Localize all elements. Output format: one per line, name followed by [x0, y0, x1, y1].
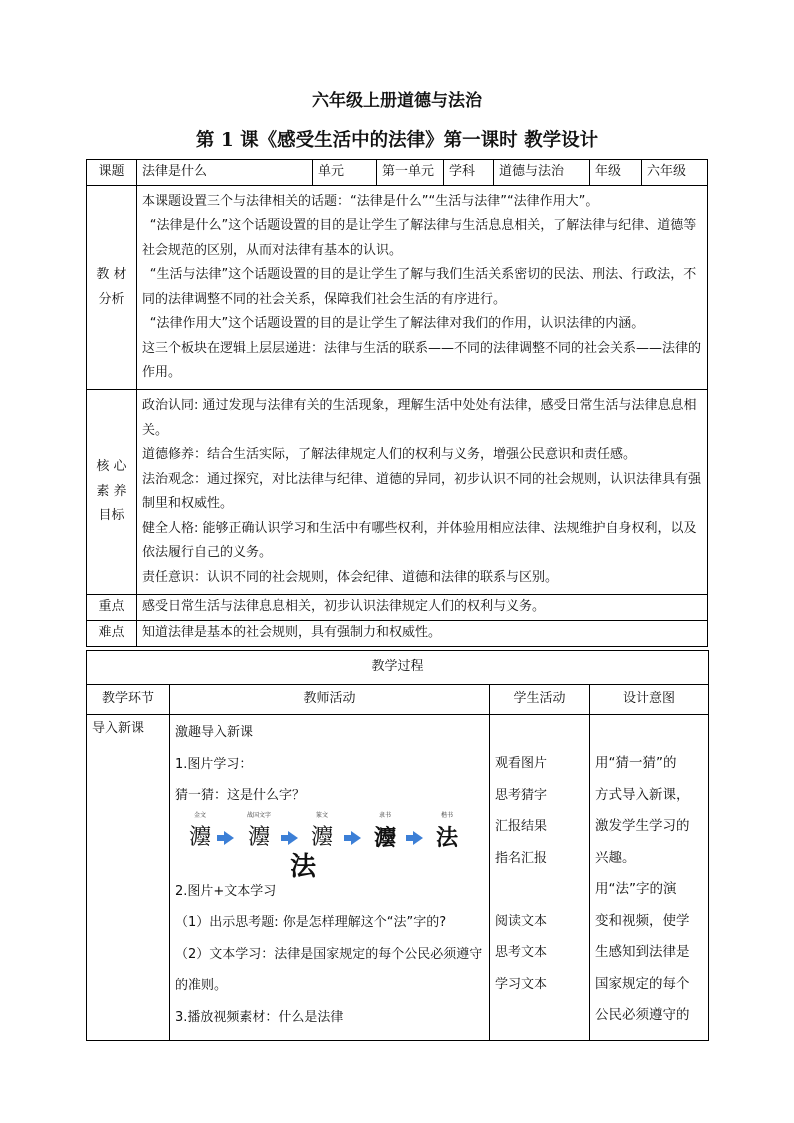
difficulty-text: 知道法律是基本的社会规则，具有强制力和权威性。	[137, 621, 708, 647]
intent-line: 变和视频，使学	[595, 912, 690, 929]
difficulty-label: 难点	[87, 621, 137, 647]
arrow-head-icon	[224, 831, 234, 845]
evolution-label: 篆文	[315, 811, 328, 819]
student-activity-cell	[490, 715, 590, 1041]
ancient-glyph-icon: 灋	[188, 824, 211, 850]
goals-content	[137, 390, 708, 595]
student-activity: 阅读文本	[495, 913, 548, 929]
process-header-row	[87, 685, 709, 715]
intent-line: 兴趣。	[595, 849, 636, 866]
subject-label: 学科	[444, 160, 494, 186]
step-cell	[87, 715, 170, 1041]
student-activity: 思考猜字	[495, 787, 548, 803]
analysis-paragraph: “生活与法律”这个话题设置的目的是让学生了解与我们生活关系密切的民法、刑法、行政法，不同的法律调整不同的社会关系，保障我们社会生活的有序进行。	[142, 267, 697, 307]
header-step: 教学环节	[87, 685, 170, 715]
fa-character-evolution-image	[177, 811, 487, 882]
evolution-label: 隶书	[378, 811, 391, 819]
intent-line: 用“猜一猜”的	[595, 755, 677, 771]
topic-label: 课题	[87, 160, 137, 186]
arrow-head-icon	[351, 831, 361, 845]
ancient-glyph-icon: 灋	[247, 824, 270, 850]
header-teacher: 教师活动	[170, 685, 490, 715]
analysis-paragraph: 本课题设置三个与法律相关的话题：“法律是什么”“生活与法律”“法律作用大”。	[142, 193, 599, 209]
unit-label: 单元	[313, 160, 377, 186]
evolution-label: 金文	[193, 811, 206, 819]
teacher-line: 激趣导入新课	[175, 725, 254, 740]
fa-character: 法	[290, 851, 317, 882]
header-student: 学生活动	[490, 685, 590, 715]
arrow-head-icon	[413, 831, 423, 845]
grade-label: 年级	[590, 160, 642, 186]
evolution-label: 楷书	[440, 811, 453, 819]
goal-item: 道德修养：结合生活实际，了解法律规定人们的权利与义务，增强公民意识和责任感。	[142, 447, 637, 462]
ancient-glyph-icon: 灋	[310, 824, 333, 850]
goal-item: 法治观念：通过探究，对比法律与纪律、道德的异同，初步认识不同的社会规则，认识法律具有强制里和权威性。	[142, 471, 702, 511]
intent-line: 用“法”字的演	[595, 881, 677, 897]
document-subtitle: 第 1 课《感受生活中的法律》第一课时 教学设计	[195, 130, 599, 151]
key-point-label: 重点	[87, 595, 137, 621]
lesson-info-table	[86, 159, 708, 647]
student-activity: 汇报结果	[495, 819, 548, 834]
goals-row	[87, 390, 708, 595]
student-activity: 指名汇报	[495, 850, 548, 866]
teacher-activity-cell	[170, 715, 490, 1041]
design-intent-cell	[590, 715, 709, 1041]
subject-value: 道德与法治	[494, 160, 590, 186]
teacher-line: 2.图片+文本学习	[175, 883, 277, 899]
intent-line: 方式导入新课，	[595, 786, 690, 803]
analysis-label: 教 材 分析	[87, 186, 137, 390]
difficulty-row	[87, 621, 708, 647]
intent-line: 激发学生学习的	[595, 818, 690, 834]
arrow-head-icon	[288, 831, 298, 845]
intent-line: 生感知到法律是	[595, 944, 690, 960]
analysis-content	[137, 186, 708, 390]
analysis-paragraph: “法律是什么”这个话题设置的目的是让学生了解法律与生活息息相关，了解法律与纪律、道德等社会规范的区别，从而对法律有基本的认识。	[142, 218, 697, 258]
teacher-line: （2）文本学习：法律是国家规定的每个公民必须遵守的准则。	[175, 946, 483, 993]
key-point-text: 感受日常生活与法律息息相关，初步认识法律规定人们的权利与义务。	[137, 595, 708, 621]
evolution-label: 战国文字	[246, 811, 271, 819]
document-title: 六年级上册道德与法治	[312, 91, 482, 111]
header-intent: 设计意图	[590, 685, 709, 715]
info-row	[87, 160, 708, 186]
step-name: 导入新课	[92, 721, 145, 736]
teaching-process-table	[86, 650, 709, 1041]
process-title-row	[87, 651, 709, 685]
teacher-line: 3.播放视频素材：什么是法律	[175, 1009, 344, 1025]
student-activity: 思考文本	[495, 945, 548, 960]
intent-line: 公民必须遵守的	[595, 1007, 690, 1023]
analysis-paragraph: “法律作用大”这个话题设置的目的是让学生了解法律对我们的作用，认识法律的内涵。	[149, 316, 645, 331]
goal-item: 健全人格: 能够正确认识学习和生活中有哪些权利，并体验用相应法律、法规维护自身权利，以及依法履行自己的义务。	[142, 520, 697, 560]
analysis-paragraph: 这三个板块在逻辑上层层递进：法律与生活的联系——不同的法律调整不同的社会关系——法律的作用。	[142, 340, 702, 380]
student-activity: 学习文本	[495, 976, 548, 992]
intent-line: 国家规定的每个	[595, 975, 690, 992]
grade-value: 六年级	[642, 160, 708, 186]
teacher-line: 猜一猜：这是什么字？	[175, 788, 306, 803]
student-activity	[495, 874, 584, 906]
ancient-glyph-icon: 灋	[373, 824, 396, 851]
student-activity: 观看图片	[495, 756, 548, 771]
process-row-intro	[87, 715, 709, 1041]
goals-label: 核 心 素 养 目标	[87, 390, 137, 595]
key-point-row	[87, 595, 708, 621]
teacher-line: （1）出示思考题: 你是怎样理解这个“法”字的?	[175, 915, 447, 930]
unit-value: 第一单元	[377, 160, 444, 186]
goal-item: 责任意识：认识不同的社会规则，体会纪律、道德和法律的联系与区别。	[142, 569, 559, 585]
topic-value: 法律是什么	[137, 160, 313, 186]
process-title: 教学过程	[87, 651, 709, 685]
goal-item: 政治认同: 通过发现与法律有关的生活现象，理解生活中处处有法律，感受日常生活与法律息息相关。	[142, 398, 697, 438]
analysis-row	[87, 186, 708, 390]
modern-glyph-icon: 法	[435, 824, 458, 851]
teacher-line: 1.图片学习：	[175, 756, 253, 772]
